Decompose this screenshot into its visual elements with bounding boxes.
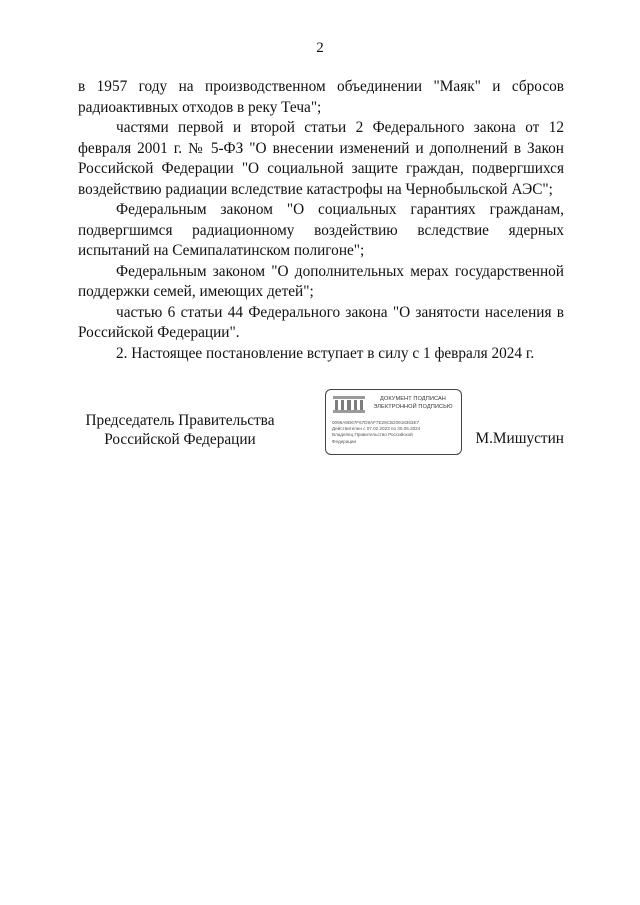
paragraph-effective-date: 2. Настоящее постановление вступает в силу с 1 февраля 2024 г. [116,344,535,362]
page-number: 2 [316,40,324,56]
stamp-validity: Действителен с 07.02.2023 по 30.05.2024 [332,426,421,432]
stamp-owner-line1: Владелец Правительство Российской [332,432,413,438]
electronic-signature-stamp [325,389,462,455]
stamp-owner-line2: Федерации [332,438,357,444]
paragraph-chernobyl-law: частями первой и второй статьи 2 Федерального закона от 12 февраля 2001 г. № 5-ФЗ "О внесении изменений и дополнений в Закон Российской Федерации "О социальной защите граждан, подвергшихся воздействию радиации вследствие катастрофы на Чернобыльской АЭС"; [78,119,564,198]
stamp-certificate-details [332,420,460,445]
signatory-position-line1: Председатель Правительства [85,412,275,429]
document-body [78,77,564,364]
stamp-title [366,396,460,411]
signatory-position [78,411,282,449]
paragraph-family-support-law: Федеральным законом "О дополнительных мерах государственной поддержки семей, имеющих детей"; [78,262,564,300]
signatory-position-line2: Российской Федерации [104,431,256,448]
signatory-name: М.Мишустин [475,430,564,447]
stamp-title-line1: ДОКУМЕНТ ПОДПИСАН [380,396,446,402]
stamp-title-line2: ЭЛЕКТРОННОЙ ПОДПИСЬЮ [373,403,453,410]
government-building-icon [332,395,366,415]
paragraph-semipalatinsk-law: Федеральным законом "О социальных гарантиях гражданам, подвергшимся радиационному воздействию вследствие ядерных испытаний на Семипалатинском полигоне"; [78,201,564,259]
paragraph-mayak: в 1957 году на производственном объединении "Маяк" и сбросов радиоактивных отходов в реку Теча"; [78,78,564,116]
stamp-certificate-number: 0096A9D67F67D9AF7E29CB20918363E7 [332,420,420,425]
paragraph-employment-law: частью 6 статьи 44 Федерального закона "О занятости населения в Российской Федерации". [78,303,564,341]
